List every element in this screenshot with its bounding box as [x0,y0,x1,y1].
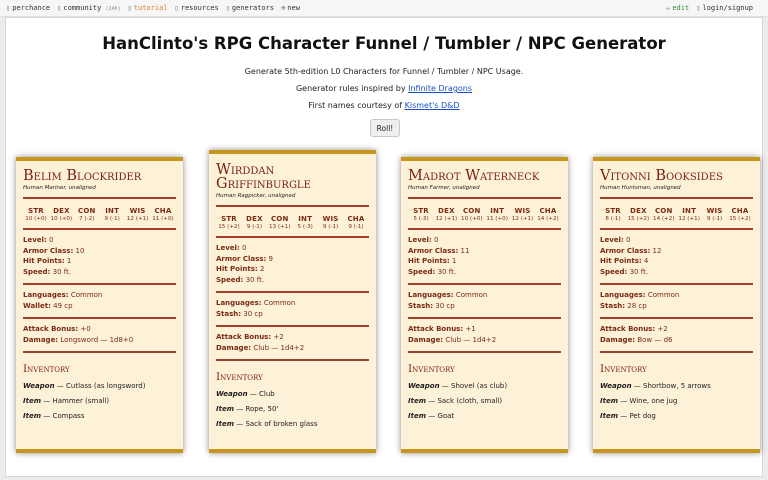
armor-class-value: 9 [268,254,273,263]
divider [23,317,176,319]
ability-int [677,207,701,222]
community-icon: ▯ [57,4,62,12]
ability-name: WIS [706,207,723,215]
hit-points [600,256,753,267]
languages [216,298,369,309]
hit-points [408,256,561,267]
damage [600,335,753,346]
inventory-item-kind: Weapon [23,382,55,390]
speed-label: Speed: [408,267,436,276]
nav-label: tutorial [133,4,168,12]
attack-bonus [408,324,561,335]
ability-int [293,215,317,230]
inventory-item-value: Wine, one jug [629,397,678,405]
inventory-item-value: Shortbow, 5 arrows [643,382,711,390]
character-name: Vitonni Booksides [600,168,723,184]
hit-points-label: Hit Points: [408,257,450,265]
inventory-item: Item — Sack (cloth, small) [408,397,503,405]
combat [216,332,369,353]
nav-generators[interactable] [226,4,274,12]
languages-value: Common [455,291,488,299]
nav-label: generators [231,4,275,12]
ability-wis [126,207,150,222]
ability-name: WIS [514,207,531,215]
inventory-item-kind: Weapon [216,390,248,398]
inventory-title: Inventory [23,363,70,375]
level-label: Level: [408,236,432,244]
nav-label: login/signup [702,4,753,12]
damage [408,335,561,346]
inventory-item-value: Hammer (small) [52,397,110,405]
armor-class [23,246,176,257]
divider [408,197,561,199]
inventory-item: Item — Sack of broken glass [216,420,318,428]
character-card [593,157,760,453]
armor-class-value: 11 [460,246,470,255]
character-description: Human Ragpicker, unaligned [216,193,296,199]
speed-label: Speed: [23,267,51,276]
ability-name: DEX [438,207,455,215]
damage-label: Damage: [408,335,444,344]
ability-name: WIS [322,215,339,223]
ability-dex [434,207,458,222]
ability-value: 12 (+1) [126,216,149,222]
money-label: Stash: [408,301,434,310]
core-stats [408,235,561,277]
ability-scores [600,207,753,222]
attack-bonus-value: +2 [273,333,284,341]
armor-class-label: Armor Class: [408,246,459,255]
ability-cha [536,207,560,222]
subtitle-description: Generate 5th-edition L0 Characters for Funnel / Tumbler / NPC Usage. [244,67,524,76]
speed-value: 30 ft. [52,267,72,276]
ability-value: 10 (+0) [50,216,73,222]
inventory-item-kind: Weapon [600,382,632,390]
damage-value: Bow — d6 [637,335,673,344]
languages [600,290,753,301]
level-value: 0 [433,236,439,244]
ability-wis [319,215,343,230]
divider [216,359,369,361]
money-label: Stash: [600,301,626,310]
divider [408,283,561,285]
inventory-item: Item — Goat [408,412,455,420]
level [23,235,176,246]
money-value: 49 cp [53,301,73,310]
ability-value: 14 (+2) [537,216,559,222]
hit-points-value: 1 [451,257,457,265]
money [216,309,369,320]
character-description: Human Mariner, unaligned [23,185,96,191]
level-value: 0 [48,236,54,244]
ability-wis [703,207,727,222]
level-label: Level: [600,236,624,244]
nav-label: community [63,4,102,12]
attack-bonus-label: Attack Bonus: [23,325,79,333]
inventory-item-value: Sack of broken glass [245,420,318,428]
ability-dex [242,215,266,230]
core-stats [216,243,369,285]
damage-value: Club — 1d4+2 [445,335,497,344]
divider [23,351,176,353]
inventory-title: Inventory [600,363,647,375]
inventory-item: Item — Hammer (small) [23,397,110,405]
ability-value: 9 (-1) [322,224,339,230]
character-description: Human Huntsman, unaligned [600,185,681,191]
money [600,301,753,312]
ability-value: 14 (+2) [653,216,675,222]
inventory-item: Weapon — Shovel (as club) [408,382,508,390]
character-description: Human Farmer, unaligned [408,185,480,191]
divider [23,228,176,230]
ability-scores [216,215,369,230]
ability-con [75,207,99,222]
generators-icon: ▯ [225,4,230,12]
ability-name: CON [655,207,673,215]
ability-scores [408,207,561,222]
nav-label: new [287,4,300,12]
hit-points-label: Hit Points: [600,257,642,265]
attack-bonus-label: Attack Bonus: [216,333,272,341]
inventory-item: Weapon — Shortbow, 5 arrows [600,382,711,390]
inventory-item-value: Pet dog [629,412,656,420]
armor-class-label: Armor Class: [600,246,651,255]
ability-name: INT [682,207,697,215]
names-prefix: First names courtesy of [308,101,405,110]
nav-resources[interactable] [175,4,219,12]
hit-points-label: Hit Points: [216,265,258,273]
speed-label: Speed: [216,275,244,284]
character-name: Wirddan Griffinburgle [216,162,311,192]
nav-label: perchance [12,4,51,12]
speed-value: 30 ft. [437,267,457,276]
character-name: Belim Blockrider [23,168,142,184]
roll-button[interactable]: Roll! [370,119,400,137]
ability-value: 10 (+0) [25,216,47,222]
ability-name: DEX [53,207,70,215]
inventory-item-kind: Item [23,412,41,420]
ability-wis [511,207,535,222]
languages-value: Common [647,291,680,299]
ability-name: STR [221,215,237,223]
inventory-item-value: Sack (cloth, small) [437,397,503,405]
subtitle-inspiration [6,84,762,93]
nav-login[interactable] [696,4,753,12]
attack-bonus-value: +2 [657,325,668,333]
ability-name: CHA [539,207,557,215]
damage-value: Club — 1d4+2 [253,343,305,352]
divider [600,317,753,319]
attack-bonus [600,324,753,335]
divider [23,197,176,199]
armor-class-label: Armor Class: [23,246,74,255]
resources-icon: ▯ [174,4,179,12]
inventory-item: Item — Compass [23,412,85,420]
languages-label: Languages: [23,291,69,299]
divider [408,228,561,230]
money [23,301,176,312]
divider [23,283,176,285]
divider [600,283,753,285]
money-value: 30 cp [435,301,455,310]
ability-name: STR [605,207,621,215]
combat [408,324,561,345]
attack-bonus-value: +0 [80,325,91,333]
languages-label: Languages: [600,291,646,299]
ability-con [268,215,292,230]
inventory-item-kind: Item [216,420,234,428]
ability-value: 12 (+1) [511,216,534,222]
ability-value: 9 (-1) [348,224,364,230]
speed [408,267,561,278]
tutorial-icon: ▯ [127,4,132,12]
hit-points-value: 4 [643,257,649,265]
nav-plus[interactable] [281,4,300,12]
ability-value: 12 (+1) [435,216,458,222]
inventory-item-value: Shovel (as club) [451,382,508,390]
ability-value: 15 (+2) [218,224,240,230]
kismet-link[interactable]: Kismet's D&D [404,101,460,110]
languages-money [600,290,753,311]
ability-name: DEX [630,207,647,215]
inventory-item-kind: Item [600,397,618,405]
ability-name: DEX [246,215,263,223]
nav-home[interactable] [6,4,50,12]
combat [23,324,176,345]
divider [408,317,561,319]
ability-name: INT [105,207,120,215]
inventory-item-kind: Item [600,412,618,420]
inventory-item-value: Goat [437,412,455,420]
ability-scores [23,207,176,222]
attack-bonus [23,324,176,335]
attack-bonus-label: Attack Bonus: [408,325,464,333]
ability-name: INT [298,215,313,223]
inventory-title: Inventory [408,363,455,375]
ability-name: STR [28,207,44,215]
ability-name: WIS [129,207,146,215]
attack-bonus-value: +1 [465,325,476,333]
attack-bonus [216,332,369,343]
ability-name: CON [463,207,481,215]
ability-str [217,215,241,230]
level-value: 0 [241,244,247,252]
ability-value: 5 (-3) [297,224,313,230]
nav-label: edit [672,4,690,12]
languages [23,290,176,301]
divider [600,228,753,230]
speed-value: 30 ft. [245,275,265,284]
ability-int [100,207,124,222]
inventory-item-kind: Item [408,412,426,420]
ability-name: CON [78,207,96,215]
inventory-item-kind: Item [23,397,41,405]
inventory-title: Inventory [216,371,263,383]
ability-value: 11 (+0) [152,216,174,222]
ability-name: CHA [154,207,172,215]
languages [408,290,561,301]
subtitle-names [6,101,762,110]
inventory-item: Item — Pet dog [600,412,656,420]
ability-name: CHA [347,215,365,223]
nav-tutorial[interactable] [128,4,168,12]
edit-icon: ✏ [666,4,671,12]
level-label: Level: [216,244,240,252]
money [408,301,561,312]
combat [600,324,753,345]
divider [216,291,369,293]
hit-points-label: Hit Points: [23,257,65,265]
divider [216,236,369,238]
ability-value: 13 (+1) [269,224,291,230]
ability-value: 11 (+0) [486,216,508,222]
languages-value: Common [263,299,296,307]
ability-cha [344,215,368,230]
ability-value: 9 (-1) [104,216,120,222]
inventory-item-kind: Item [408,397,426,405]
money-label: Stash: [216,309,242,318]
level [600,235,753,246]
home-icon: ▯ [6,4,11,12]
level-value: 0 [625,236,631,244]
ability-con [652,207,676,222]
damage [23,335,176,346]
level-label: Level: [23,236,47,244]
languages-money [408,290,561,311]
ability-value: 15 (+2) [627,216,650,222]
money-value: 30 cp [243,309,263,318]
divider [408,351,561,353]
character-card [16,157,183,453]
core-stats [600,235,753,277]
ability-cha [728,207,752,222]
top-nav [0,0,768,17]
languages-label: Languages: [408,291,454,299]
money-label: Wallet: [23,301,51,310]
nav-right [666,4,760,12]
ability-str [601,207,625,222]
login-icon: ▯ [696,4,701,12]
ability-value: 10 (+0) [461,216,483,222]
ability-str [409,207,433,222]
divider [216,325,369,327]
ability-value: 7 (-2) [79,216,95,222]
inventory-item: Weapon — Club [216,390,275,398]
inventory-item: Item — Wine, one jug [600,397,678,405]
level [408,235,561,246]
damage-label: Damage: [23,335,59,344]
speed-value: 30 ft. [629,267,649,276]
ability-dex [49,207,73,222]
ability-str [24,207,48,222]
character-name: Madrot Waterneck [408,168,540,184]
speed [600,267,753,278]
damage-value: Longsword — 1d8+0 [60,335,134,344]
nav-count-badge: (24h) [105,6,121,12]
languages-money [23,290,176,311]
ability-cha [151,207,175,222]
plus-icon: ⊕ [281,4,286,12]
character-card [401,157,568,453]
inventory-item-value: Rope, 50' [245,405,279,413]
languages-label: Languages: [216,299,262,307]
damage-label: Damage: [216,343,252,352]
divider [600,197,753,199]
inspiration-prefix: Generator rules inspired by [295,84,409,93]
armor-class-label: Armor Class: [216,254,267,263]
hit-points-value: 1 [66,257,72,265]
divider [600,351,753,353]
armor-class-value: 12 [652,246,662,255]
inventory-item-kind: Item [216,405,234,413]
ability-value: 12 (+1) [678,216,700,222]
nav-edit[interactable] [666,4,689,12]
armor-class-value: 10 [75,246,85,255]
languages-money [216,298,369,319]
ability-value: 9 (-1) [706,216,723,222]
level [216,243,369,254]
damage-label: Damage: [600,335,636,344]
ability-name: CHA [731,207,749,215]
ability-name: INT [490,207,505,215]
languages-value: Common [70,291,103,299]
damage [216,343,369,354]
infinite-dragons-link[interactable]: Infinite Dragons [408,84,473,93]
ability-con [460,207,484,222]
ability-name: CON [271,215,289,223]
ability-value: 5 (-3) [413,216,429,222]
nav-left [6,4,307,12]
divider [216,205,369,207]
ability-value: 8 (-1) [605,216,621,222]
armor-class [600,246,753,257]
ability-dex [626,207,650,222]
speed [216,275,369,286]
inventory-item: Item — Rope, 50' [216,405,279,413]
inventory-item: Weapon — Cutlass (as longsword) [23,382,146,390]
ability-value: 9 (-1) [246,224,263,230]
ability-int [485,207,509,222]
attack-bonus-label: Attack Bonus: [600,325,656,333]
money-value: 28 cp [627,301,647,310]
armor-class [408,246,561,257]
nav-community[interactable] [57,4,120,12]
inventory-item-value: Club [259,390,275,398]
speed-label: Speed: [600,267,628,276]
nav-label: resources [180,4,219,12]
character-card [209,150,376,453]
hit-points [23,256,176,267]
hit-points-value: 2 [259,265,265,273]
ability-value: 15 (+2) [729,216,751,222]
ability-name: STR [413,207,429,215]
hit-points [216,264,369,275]
inventory-item-value: Compass [52,412,85,420]
inventory-item-value: Cutlass (as longsword) [66,382,146,390]
core-stats [23,235,176,277]
inventory-item-kind: Weapon [408,382,440,390]
speed [23,267,176,278]
armor-class [216,254,369,265]
page-title: HanClinto's RPG Character Funnel / Tumbler / NPC Generator [102,34,666,53]
